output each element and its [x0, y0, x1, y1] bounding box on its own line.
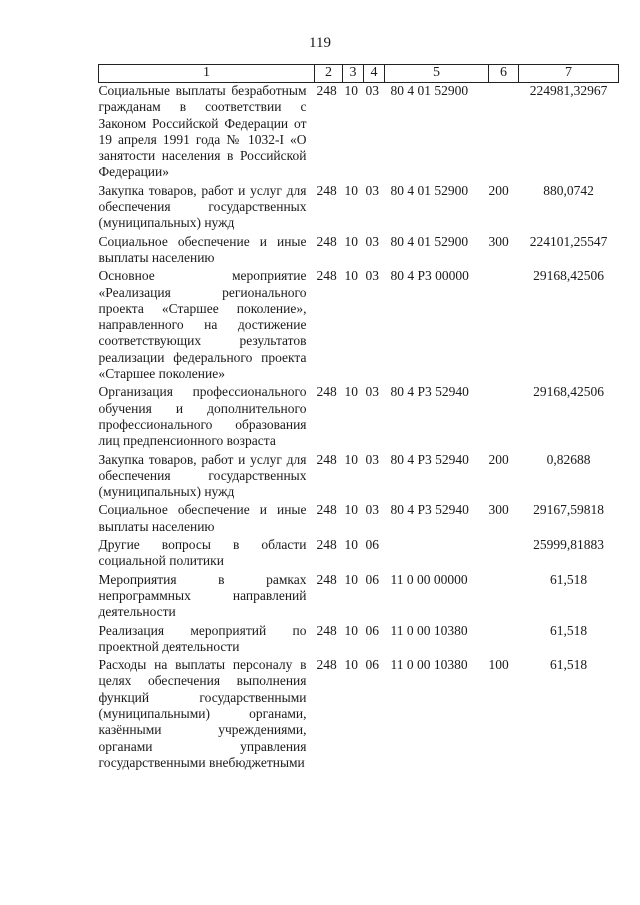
table-row: [99, 384, 619, 451]
row-amount: 29168,42506: [533, 384, 604, 400]
row-target-article: 80 4 01 52900: [390, 233, 469, 249]
row-expense-type: 300: [488, 502, 509, 518]
row-name: Закупка товаров, работ и услуг для обеспечения государственных (муниципальных) нужд: [98, 451, 307, 500]
row-target-article: 11 0 00 10380: [390, 657, 468, 673]
row-target-article: 80 4 P3 52940: [390, 502, 469, 518]
table-row: [99, 537, 619, 572]
row-gr-code: 248: [316, 571, 337, 587]
row-gr-code: 248: [316, 622, 337, 638]
row-gr-code: 248: [316, 502, 337, 518]
row-subsection-code: 06: [365, 571, 379, 587]
table-row: [99, 83, 619, 183]
table-row: [99, 234, 619, 269]
row-amount: 61,518: [549, 657, 588, 673]
row-expense-type: 200: [488, 182, 509, 198]
row-expense-type: [489, 384, 519, 451]
row-amount: 0,82688: [546, 451, 591, 467]
row-expense-type: [489, 623, 519, 658]
row-gr-code: 248: [316, 384, 337, 400]
table-row: [99, 183, 619, 234]
row-name: Другие вопросы в области социальной политики: [98, 537, 307, 569]
row-name: Закупка товаров, работ и услуг для обеспечения государственных (муниципальных) нужд: [98, 182, 307, 231]
row-gr-code: 248: [316, 451, 337, 467]
row-amount: 224981,32967: [529, 83, 608, 98]
row-target-article: 80 4 P3 52940: [390, 384, 469, 400]
row-amount: 880,0742: [543, 182, 594, 198]
row-target-article: 80 4 01 52900: [390, 182, 469, 198]
row-target-article: 80 4 01 52900: [390, 83, 469, 98]
header-cell: 3: [343, 65, 364, 83]
row-expense-type: [489, 537, 519, 572]
row-name: Организация профессионального обучения и дополнительного профессионального образования лиц предпенсионного возраста: [98, 384, 307, 449]
row-target-article: 80 4 P3 52940: [390, 451, 469, 467]
row-target-article: [385, 537, 489, 572]
row-gr-code: 248: [316, 657, 337, 673]
row-section-code: 10: [344, 182, 358, 198]
row-gr-code: 248: [316, 268, 337, 284]
row-section-code: 10: [344, 268, 358, 284]
row-name: Социальные выплаты безработным гражданам в соответствии с Законом Российской Федерации от 19 апреля 1991 года № 1032-I «О занятости населения в Российской Федерации»: [98, 83, 307, 180]
table-row: [99, 572, 619, 623]
table-row: [99, 657, 619, 773]
row-gr-code: 248: [316, 83, 337, 98]
row-subsection-code: 03: [365, 233, 379, 249]
row-gr-code: 248: [316, 537, 337, 553]
row-subsection-code: 03: [365, 502, 379, 518]
table-body: [99, 83, 619, 774]
row-subsection-code: 06: [365, 537, 379, 553]
row-section-code: 10: [344, 384, 358, 400]
row-target-article: 11 0 00 00000: [390, 571, 468, 587]
page-number: 119: [309, 35, 331, 51]
row-subsection-code: 06: [365, 622, 379, 638]
table-row: [99, 623, 619, 658]
row-subsection-code: 03: [365, 83, 379, 98]
row-section-code: 10: [344, 502, 358, 518]
table-row: [99, 502, 619, 537]
row-amount: 61,518: [549, 571, 588, 587]
row-section-code: 10: [344, 537, 358, 553]
row-section-code: 10: [344, 451, 358, 467]
row-expense-type: [489, 572, 519, 623]
row-name: Расходы на выплаты персоналу в целях обеспечения выполнения функций государственными (муниципальными) органами, казёнными учреждениями, органами управления государственными внебюджетными: [98, 657, 307, 770]
header-cell: 6: [489, 65, 519, 83]
header-cell: 5: [385, 65, 489, 83]
row-amount: 25999,81883: [533, 537, 604, 553]
row-subsection-code: 03: [365, 384, 379, 400]
header-cell: 4: [364, 65, 385, 83]
row-amount: 29167,59818: [533, 502, 604, 518]
row-name: Основное мероприятие «Реализация регионального проекта «Старшее поколение», направленного на достижение соответствующих результатов реализации федерального проекта «Старшее поколение»: [98, 268, 307, 382]
row-section-code: 10: [344, 622, 358, 638]
row-name: Социальное обеспечение и иные выплаты населению: [98, 233, 307, 265]
header-cell: 2: [315, 65, 343, 83]
row-name: Социальное обеспечение и иные выплаты населению: [98, 502, 307, 534]
row-section-code: 10: [344, 657, 358, 673]
row-subsection-code: 03: [365, 268, 379, 284]
row-section-code: 10: [344, 83, 358, 98]
row-expense-type: 100: [488, 657, 509, 673]
row-gr-code: 248: [316, 182, 337, 198]
row-subsection-code: 03: [365, 451, 379, 467]
row-name: Реализация мероприятий по проектной деятельности: [98, 622, 307, 654]
row-target-article: 80 4 P3 00000: [390, 268, 469, 284]
row-expense-type: 200: [488, 451, 509, 467]
row-subsection-code: 06: [365, 657, 379, 673]
budget-table: [98, 64, 619, 773]
row-target-article: 11 0 00 10380: [390, 622, 468, 638]
row-section-code: 10: [344, 233, 358, 249]
table-header: [99, 65, 619, 83]
row-expense-type: 300: [488, 233, 509, 249]
header-cell: 1: [99, 65, 315, 83]
row-gr-code: 248: [316, 233, 337, 249]
row-amount: 224101,25547: [529, 233, 608, 249]
row-expense-type: [489, 83, 519, 183]
row-amount: 61,518: [549, 622, 588, 638]
table-row: [99, 268, 619, 384]
row-amount: 29168,42506: [533, 268, 604, 284]
row-section-code: 10: [344, 571, 358, 587]
row-name: Мероприятия в рамках непрограммных направлений деятельности: [98, 571, 307, 620]
row-expense-type: [489, 268, 519, 384]
table-row: [99, 452, 619, 503]
header-cell: 7: [519, 65, 619, 83]
row-subsection-code: 03: [365, 182, 379, 198]
